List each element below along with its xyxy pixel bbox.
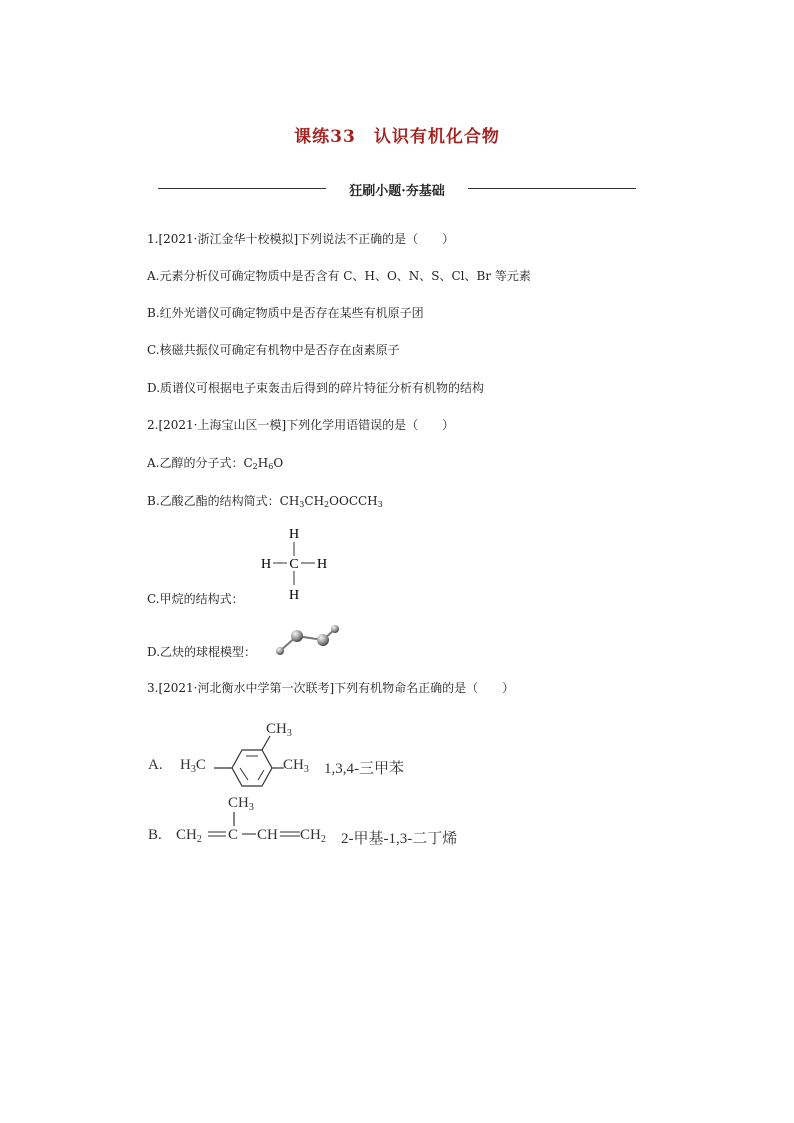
option-b-label: B.乙酸乙酯的结构简式： (147, 494, 280, 508)
question-2-option-a (147, 454, 283, 471)
option-b-name: 2-甲基-1,3-二丁烯 (341, 831, 458, 847)
option-a-h3c-group: $H_3C$ (180, 757, 206, 775)
option-a-label: A.乙醇的分子式： (147, 456, 244, 470)
question-1-option-b: B.红外光谱仪可确定物质中是否存在某些有机原子团 (147, 306, 424, 320)
section-label: 狂刷小题·夯基础 (349, 184, 445, 199)
question-1-option-c: C.核磁共振仪可确定有机物中是否存在卤素原子 (147, 343, 400, 357)
question-1-stem: 1.[2021·浙江金华十校模拟]下列说法不正确的是（ ） (147, 232, 455, 246)
section-rule-right (468, 188, 636, 189)
acetylene-c-atom-left (291, 630, 303, 642)
option-b-c: C (228, 827, 239, 843)
acetylene-h-atom-left (276, 647, 284, 655)
acetylene-ball-stick-model (270, 620, 346, 660)
option-b-ch3-branch: $CH_3$ (228, 795, 254, 813)
question-2-option-b (147, 492, 383, 509)
question-3-option-a-letter: A. (148, 757, 163, 773)
benzene-ring-skeleton (200, 728, 290, 800)
acetylene-h-atom-right (331, 625, 339, 633)
acetylene-c-atom-right (317, 634, 329, 646)
question-1-option-a: A.元素分析仪可确定物质中是否含有 C、H、O、N、S、Cl、Br 等元素 (147, 269, 531, 283)
question-3-option-b-letter: B. (148, 827, 162, 843)
methane-structure (252, 522, 336, 606)
option-a-ch3-top: $CH_3$ (266, 721, 292, 739)
methane-h-top: H (288, 527, 300, 542)
methane-h-right: H (316, 557, 328, 572)
question-3-stem: 3.[2021·河北衡水中学第一次联考]下列有机物命名正确的是（ ） (147, 681, 515, 695)
ethanol-formula: $C_2H_6O$ (243, 456, 284, 471)
option-b-ch2-first: $CH_2$ (176, 827, 202, 845)
ethyl-acetate-formula: $CH_3CH_2OOCCH_3$ (279, 494, 383, 509)
question-2-option-d: D.乙炔的球棍模型： (147, 645, 257, 659)
methane-h-left: H (260, 557, 272, 572)
page-title: 课练33 认识有机化合物 (294, 127, 500, 147)
option-a-ch3-right: $CH_3$ (283, 757, 309, 775)
option-b-ch: CH (257, 827, 278, 843)
methane-c: C (289, 557, 299, 572)
question-1-option-d: D.质谱仪可根据电子束轰击后得到的碎片特征分析有机物的结构 (147, 381, 485, 395)
option-a-name: 1,3,4-三甲苯 (324, 761, 404, 777)
option-b-ch2-last: $CH_2$ (300, 827, 326, 845)
methane-h-bottom: H (288, 588, 300, 603)
question-2-stem: 2.[2021·上海宝山区一模]下列化学用语错误的是（ ） (147, 418, 455, 432)
question-2-option-c: C.甲烷的结构式： (147, 592, 244, 606)
